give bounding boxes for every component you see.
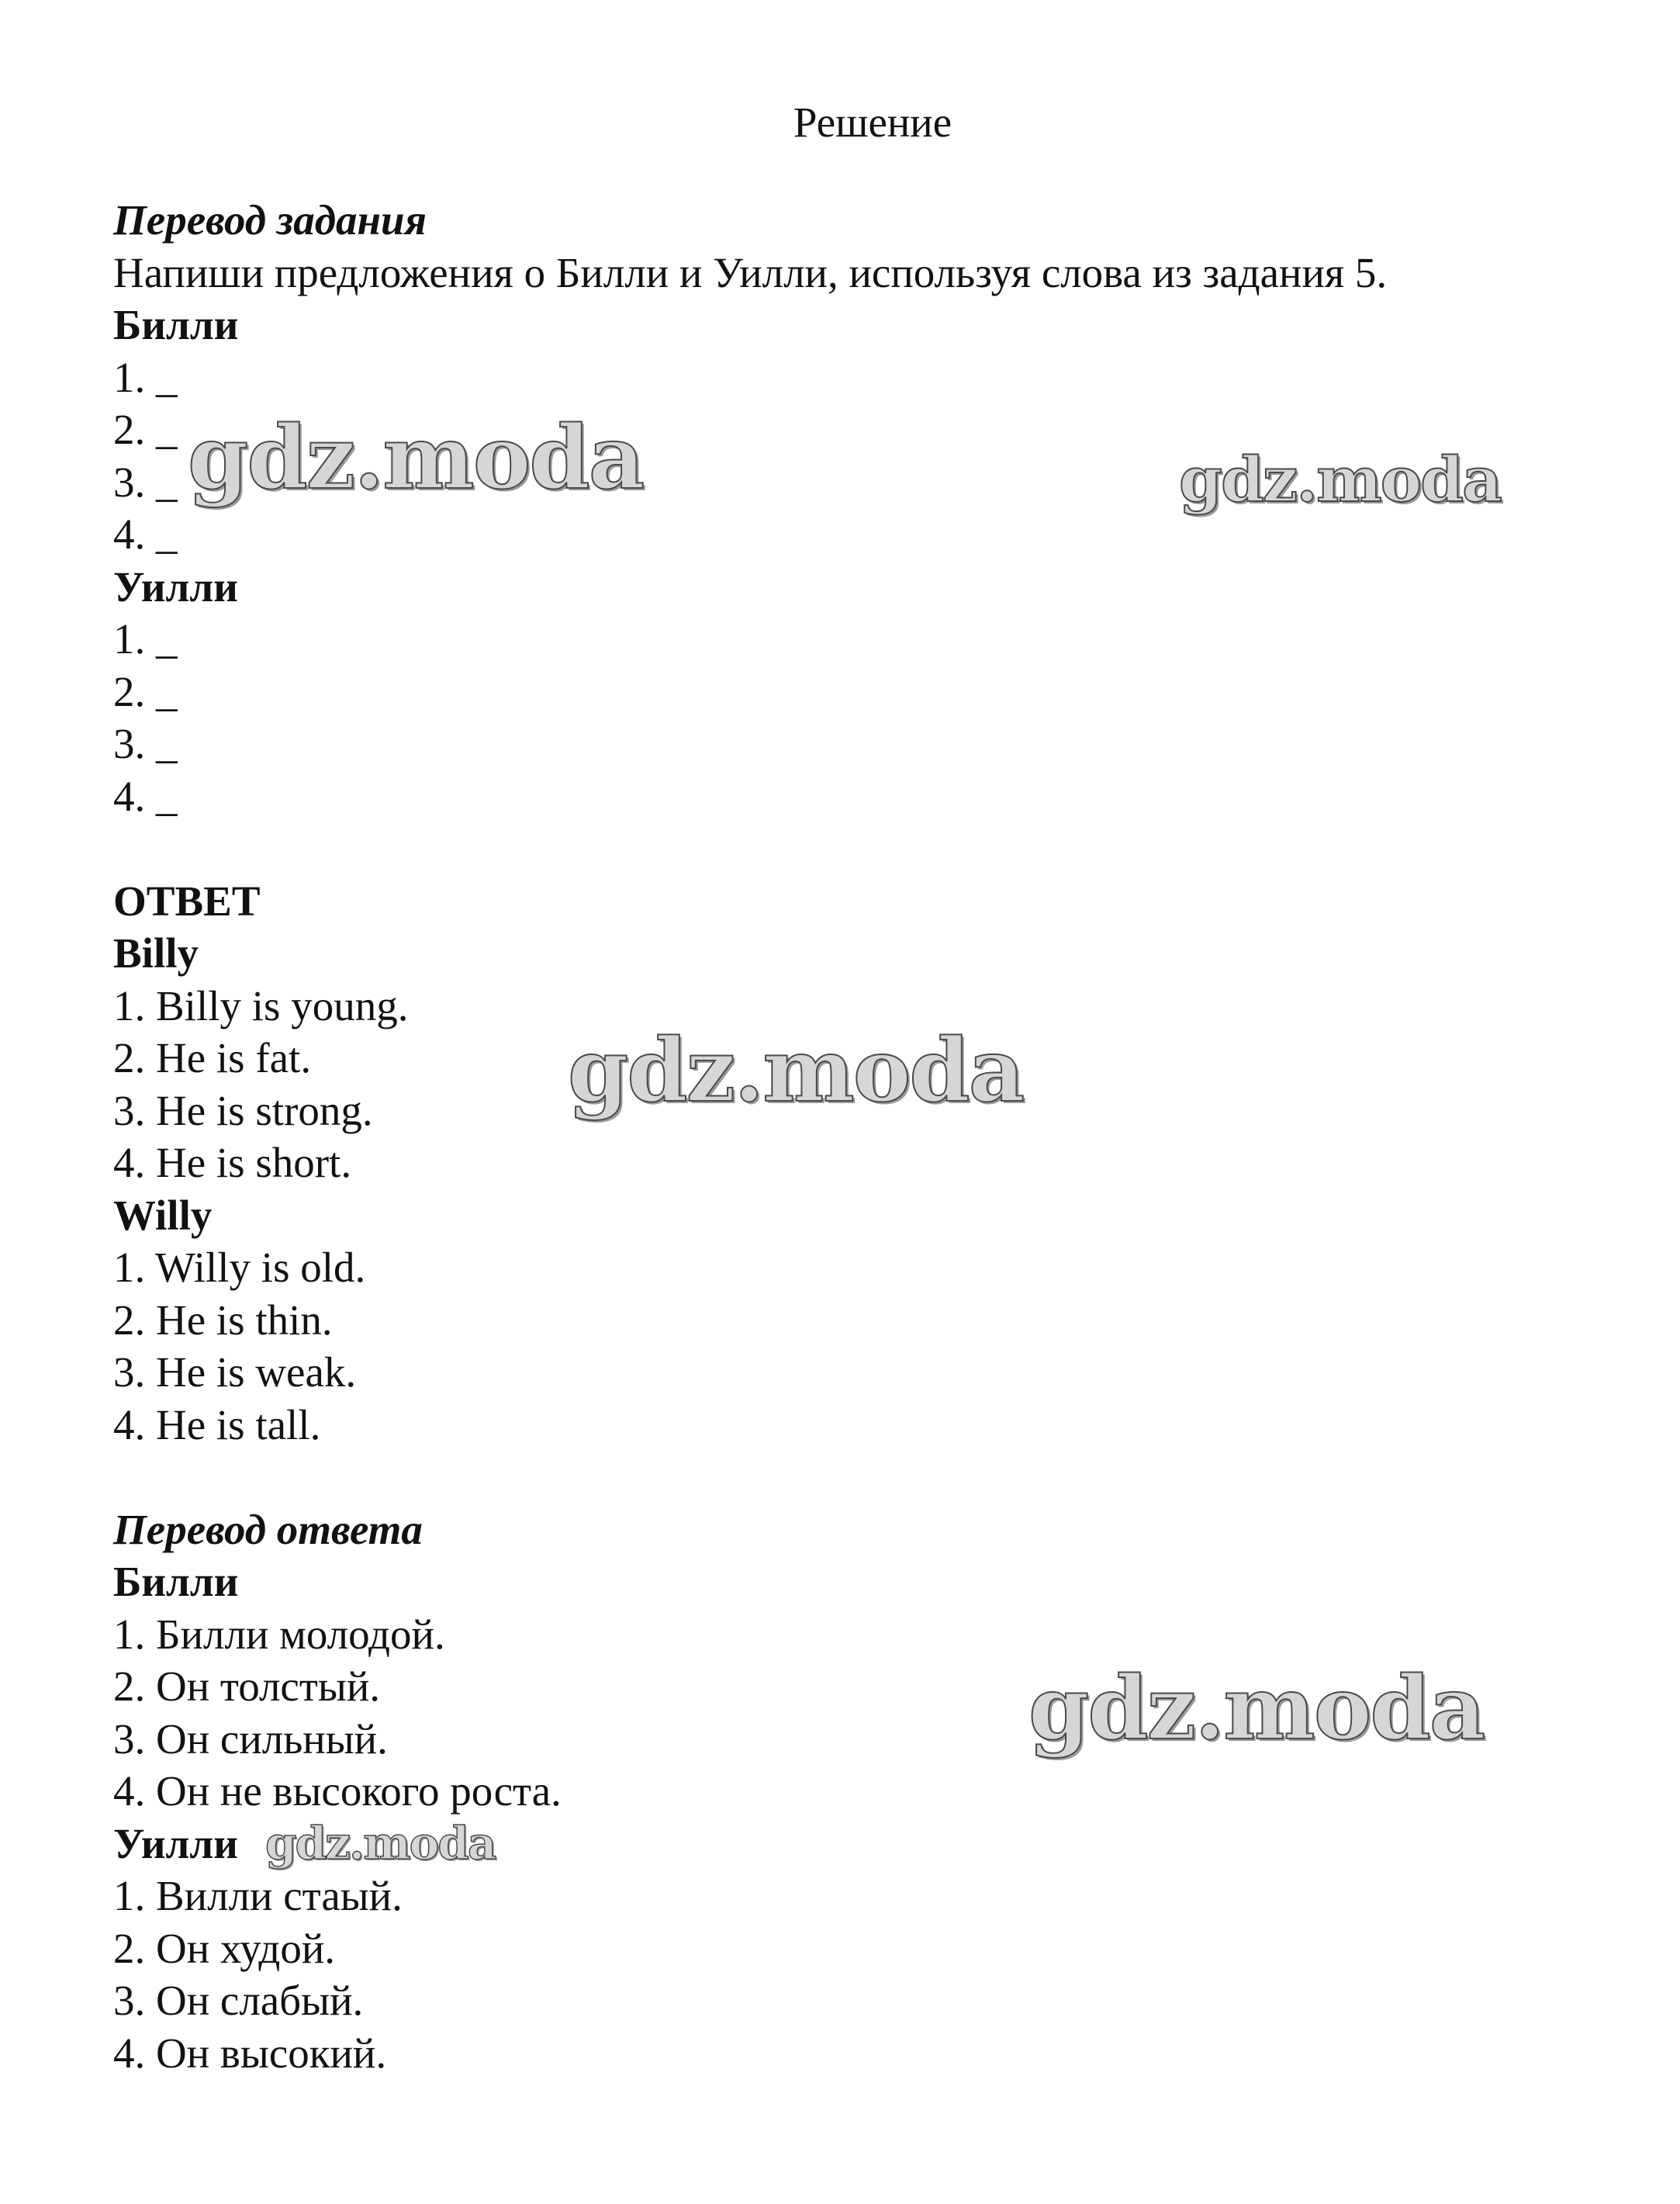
watermark: gdz.moda	[1028, 1658, 1485, 1759]
translation-billy-line: 1. Билли молодой.	[113, 1610, 445, 1658]
task-billy-blank: 2. _	[113, 406, 178, 453]
task-willy-blank: 1. _	[113, 615, 178, 663]
translation-billy-heading: Билли	[113, 1558, 239, 1605]
task-instruction: Напиши предложения о Билли и Уилли, используя слова из задания 5.	[113, 248, 1388, 296]
answer-willy-heading: Willy	[113, 1191, 213, 1239]
translation-willy-heading: Уилли	[113, 1819, 238, 1867]
answer-billy-heading: Billy	[113, 929, 199, 977]
section-spacer	[113, 1451, 1664, 1503]
watermark: gdz.moda	[1179, 443, 1501, 516]
section-spacer	[113, 822, 1664, 875]
page-title: Решение	[793, 99, 952, 146]
task-billy-heading: Билли	[113, 301, 239, 348]
watermark: gdz.moda	[265, 1817, 496, 1870]
answer-willy-line: 1. Willy is old.	[113, 1244, 366, 1291]
task-billy-blank: 4. _	[113, 510, 178, 558]
task-willy-blank: 4. _	[113, 772, 178, 820]
translation-billy-line: 4. Он не высокого роста.	[113, 1767, 562, 1815]
task-billy-blank: 1. _	[113, 353, 178, 401]
translation-billy-line: 3. Он сильный.	[113, 1714, 388, 1763]
task-willy-heading: Уилли	[113, 562, 238, 611]
translation-willy-line: 3. Он слабый.	[113, 1977, 364, 2024]
answer-billy-line: 3. He is strong.	[113, 1086, 373, 1134]
translation-willy-line: 2. Он худой.	[113, 1924, 336, 1972]
task-willy-blank: 3. _	[113, 720, 178, 767]
answer-willy-line: 3. He is weak.	[113, 1348, 357, 1396]
answer-billy-line: 1. Billy is young.	[113, 981, 409, 1029]
answer-billy-line: 2. He is fat.	[113, 1034, 312, 1081]
answer-heading: ОТВЕТ	[113, 877, 261, 925]
translation-billy-line: 2. Он толстый.	[113, 1663, 381, 1710]
watermark: gdz.moda	[568, 1020, 1024, 1122]
task-willy-blank: 2. _	[113, 667, 178, 715]
answer-willy-line: 2. He is thin.	[113, 1296, 333, 1344]
answer-willy-line: 4. He is tall.	[113, 1400, 321, 1448]
watermark: gdz.moda	[188, 407, 644, 509]
task-translation-heading: Перевод задания	[113, 196, 427, 244]
answer-translation-heading: Перевод ответа	[113, 1505, 423, 1553]
answer-billy-line: 4. He is short.	[113, 1139, 352, 1186]
task-billy-blank: 3. _	[113, 458, 178, 506]
translation-willy-line: 4. Он высокий.	[113, 2029, 387, 2077]
translation-willy-line: 1. Вилли стаый.	[113, 1872, 403, 1919]
